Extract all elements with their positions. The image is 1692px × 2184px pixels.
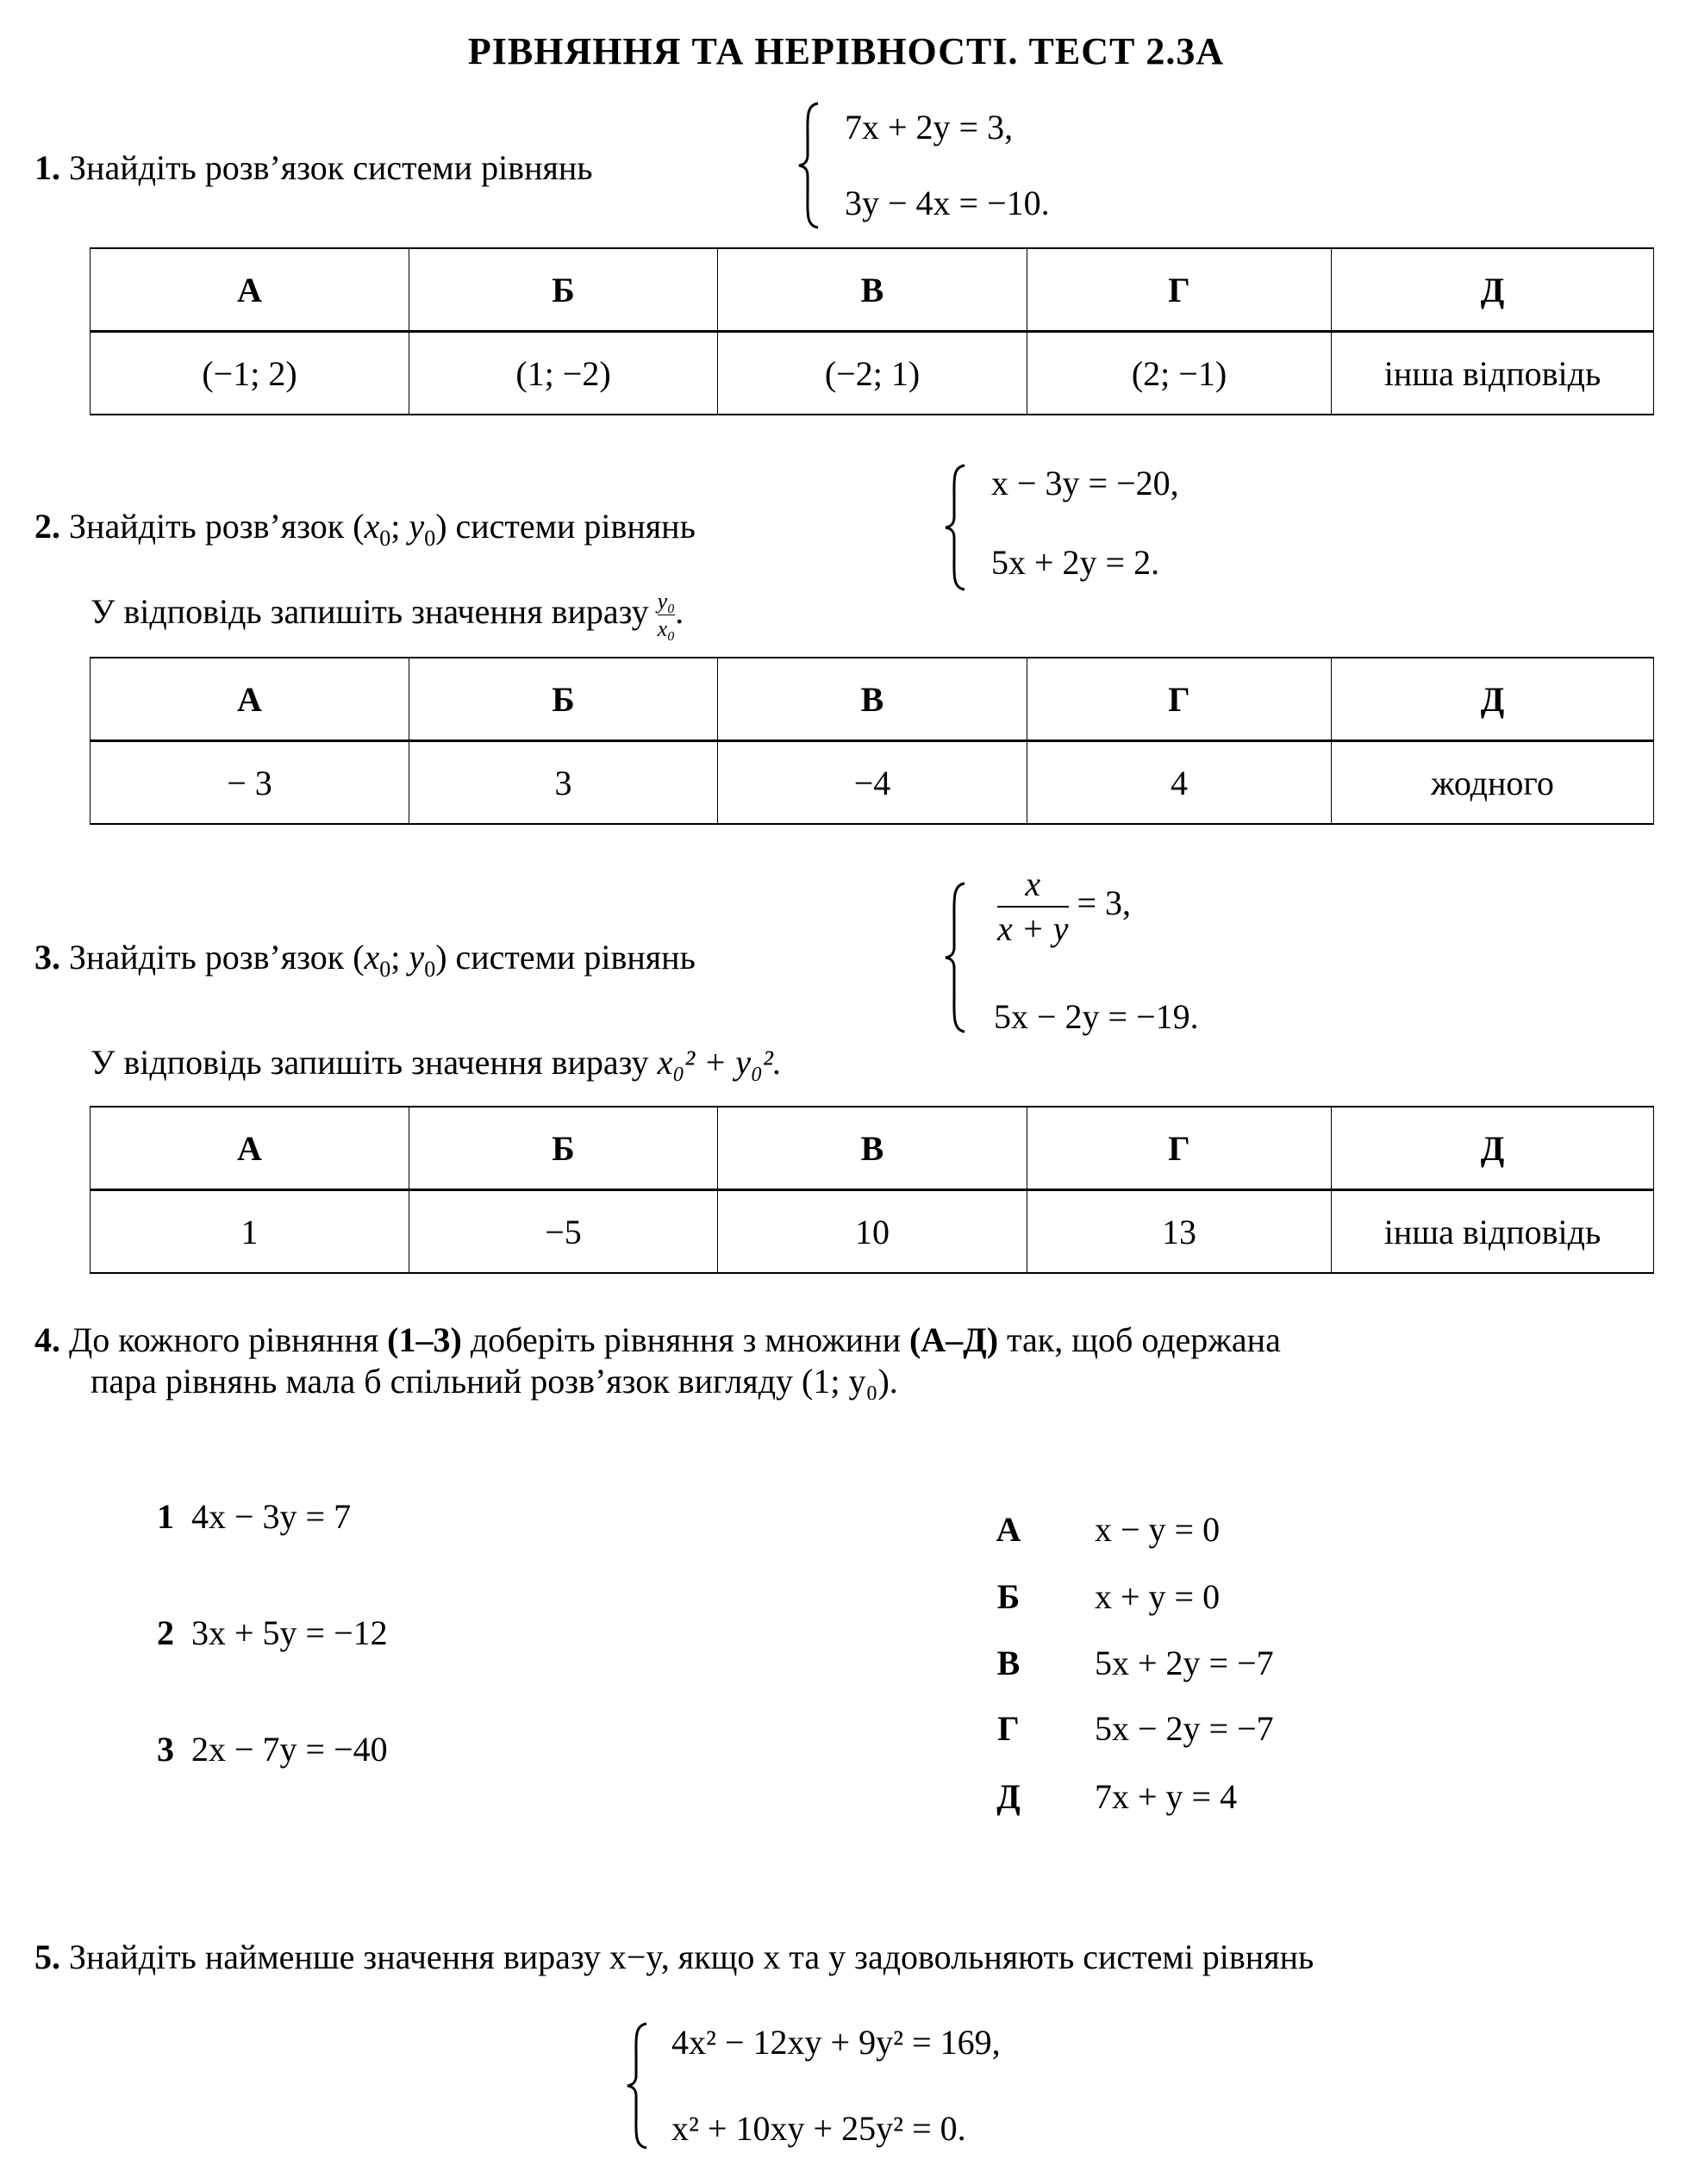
question-text: Знайдіть найменше значення виразу x−y, якщо x та y задовольняють системі рівнянь: [69, 1938, 1314, 1976]
system-equation: 5x + 2y = 2.: [991, 543, 1160, 582]
answer-table: [90, 657, 1654, 825]
option-header: Б: [409, 248, 718, 332]
system-equation: 7x + 2y = 3,: [845, 108, 1014, 147]
answer-table-value-row: [91, 741, 1654, 825]
question-text: доберіть рівняння з множини: [461, 1320, 909, 1359]
option-header: В: [718, 248, 1027, 332]
option-header: Г: [1027, 658, 1332, 741]
target-expression: x₀² + y₀².: [657, 1043, 782, 1082]
question-text: ) системи рівнянь: [435, 507, 696, 546]
answer-table-value-row: [91, 332, 1654, 415]
answer-table-header-row: [91, 248, 1654, 332]
item-label: В: [996, 1644, 1021, 1682]
option-header: Д: [1332, 248, 1654, 332]
option-value[interactable]: (2; −1): [1027, 332, 1332, 415]
question-text: Знайдіть розв’язок системи рівнянь: [69, 148, 593, 187]
item-label: Д: [996, 1777, 1021, 1816]
system-equation: x² + 10xy + 25y² = 0.: [671, 2109, 966, 2148]
instruction-text: У відповідь запишіть значення виразу: [91, 1043, 649, 1082]
option-value[interactable]: −5: [409, 1190, 718, 1274]
system-equation: 3y − 4x = −10.: [845, 184, 1050, 222]
match-left-item[interactable]: [157, 1613, 388, 1652]
question-text: так, щоб одержана: [998, 1320, 1281, 1359]
question-text: Знайдіть розв’язок (: [69, 938, 365, 977]
question-number: 5.: [34, 1938, 60, 1976]
option-value[interactable]: −4: [718, 741, 1027, 825]
question-2-instruction: [91, 590, 684, 641]
question-3-instruction: [91, 1045, 782, 1080]
match-left-item[interactable]: [157, 1497, 352, 1536]
item-label: 1: [157, 1497, 174, 1536]
option-value[interactable]: 4: [1027, 741, 1332, 825]
match-right-item[interactable]: [983, 1646, 1274, 1681]
option-value[interactable]: інша відповідь: [1332, 332, 1654, 415]
option-value[interactable]: − 3: [91, 741, 409, 825]
option-header: Б: [409, 1107, 718, 1190]
item-equation: 5x − 2y = −7: [1095, 1709, 1274, 1748]
match-right-item[interactable]: [983, 1577, 1221, 1616]
separator: ;: [390, 938, 409, 977]
subscript: 0: [424, 957, 436, 982]
fraction-numerator: y₀: [657, 589, 676, 614]
system-fraction-equation: [997, 866, 1131, 947]
instruction-text: У відповідь запишіть значення виразу: [91, 591, 649, 631]
option-header: А: [91, 1107, 409, 1190]
subscript: 0: [379, 957, 391, 982]
match-right-item[interactable]: [983, 1709, 1274, 1748]
item-equation: 2x − 7y = −40: [191, 1730, 388, 1769]
fraction: [997, 866, 1069, 947]
system-equation: x − 3y = −20,: [991, 464, 1179, 502]
option-value[interactable]: 10: [718, 1190, 1027, 1274]
option-header: Д: [1332, 658, 1654, 741]
system-equation: 5x − 2y = −19.: [994, 997, 1199, 1036]
question-text: Знайдіть розв’язок (: [69, 507, 365, 546]
fraction-rhs: = 3,: [1077, 883, 1132, 923]
option-value[interactable]: інша відповідь: [1332, 1190, 1654, 1274]
option-value[interactable]: 13: [1027, 1190, 1332, 1274]
match-right-item[interactable]: [983, 1777, 1238, 1816]
question-5-prompt: [34, 1940, 1314, 1975]
option-value[interactable]: 1: [91, 1190, 409, 1274]
question-number: 2.: [34, 507, 60, 546]
period: .: [675, 591, 684, 631]
fraction-numerator: x: [1025, 864, 1041, 903]
system-equation: 4x² − 12xy + 9y² = 169,: [671, 2023, 1001, 2062]
item-label: 3: [157, 1730, 174, 1769]
question-4-prompt-line2: пара рівнянь мала б спільний розв’язок вигляду (1; y₀).: [91, 1362, 898, 1401]
var-y0: y: [409, 507, 425, 546]
question-1-prompt: [34, 148, 593, 187]
option-header: Г: [1027, 248, 1332, 332]
fraction-denominator: x + y: [997, 909, 1069, 948]
item-equation: 4x − 3y = 7: [191, 1497, 352, 1536]
item-equation: 5x + 2y = −7: [1095, 1644, 1274, 1682]
option-value[interactable]: 3: [409, 741, 718, 825]
item-label: А: [996, 1510, 1021, 1549]
question-number: 3.: [34, 938, 60, 977]
option-value[interactable]: (−2; 1): [718, 332, 1027, 415]
var-x0: x: [364, 938, 380, 977]
item-equation: 3x + 5y = −12: [191, 1613, 388, 1652]
subscript: 0: [424, 526, 436, 551]
question-3-prompt: [34, 938, 696, 982]
question-number: 1.: [34, 148, 60, 187]
answer-table-header-row: [91, 1107, 1654, 1190]
option-header: В: [718, 658, 1027, 741]
option-value[interactable]: (1; −2): [409, 332, 718, 415]
system-brace: [626, 2022, 650, 2150]
separator: ;: [390, 507, 409, 546]
option-header: Г: [1027, 1107, 1332, 1190]
question-2-prompt: [34, 507, 696, 551]
var-x0: x: [364, 507, 380, 546]
system-brace: [797, 102, 821, 229]
option-value[interactable]: жодного: [1332, 741, 1654, 825]
option-header: А: [91, 658, 409, 741]
answer-table: [90, 1106, 1654, 1274]
fraction-denominator: x₀: [657, 616, 676, 642]
var-y0: y: [409, 938, 425, 977]
question-4-prompt: [34, 1320, 1281, 1359]
answer-table-header-row: [91, 658, 1654, 741]
expression-fraction: [658, 590, 676, 641]
option-header: Д: [1332, 1107, 1654, 1190]
item-label: Г: [997, 1709, 1020, 1748]
system-brace: [944, 464, 968, 591]
question-number: 4.: [34, 1320, 60, 1359]
answer-table-value-row: [91, 1190, 1654, 1274]
item-equation: x − y = 0: [1095, 1510, 1221, 1549]
system-brace: [944, 882, 968, 1033]
subscript: 0: [379, 526, 391, 551]
item-equation: x + y = 0: [1095, 1577, 1221, 1616]
answer-table: [90, 247, 1654, 415]
option-header: А: [91, 248, 409, 332]
option-value[interactable]: (−1; 2): [91, 332, 409, 415]
question-text: До кожного рівняння: [69, 1320, 388, 1359]
match-right-item[interactable]: [983, 1510, 1221, 1549]
option-header: Б: [409, 658, 718, 741]
left-range: (1–3): [387, 1320, 462, 1359]
item-label: 2: [157, 1613, 174, 1652]
match-left-item[interactable]: [157, 1732, 388, 1767]
right-range: (А–Д): [908, 1320, 999, 1359]
option-header: В: [718, 1107, 1027, 1190]
item-equation: 7x + y = 4: [1095, 1777, 1238, 1816]
page-title: РІВНЯННЯ ТА НЕРІВНОСТІ. ТЕСТ 2.3А: [467, 30, 1225, 72]
fraction-bar: [997, 906, 1069, 908]
question-text: ) системи рівнянь: [435, 938, 696, 977]
item-label: Б: [996, 1577, 1021, 1616]
